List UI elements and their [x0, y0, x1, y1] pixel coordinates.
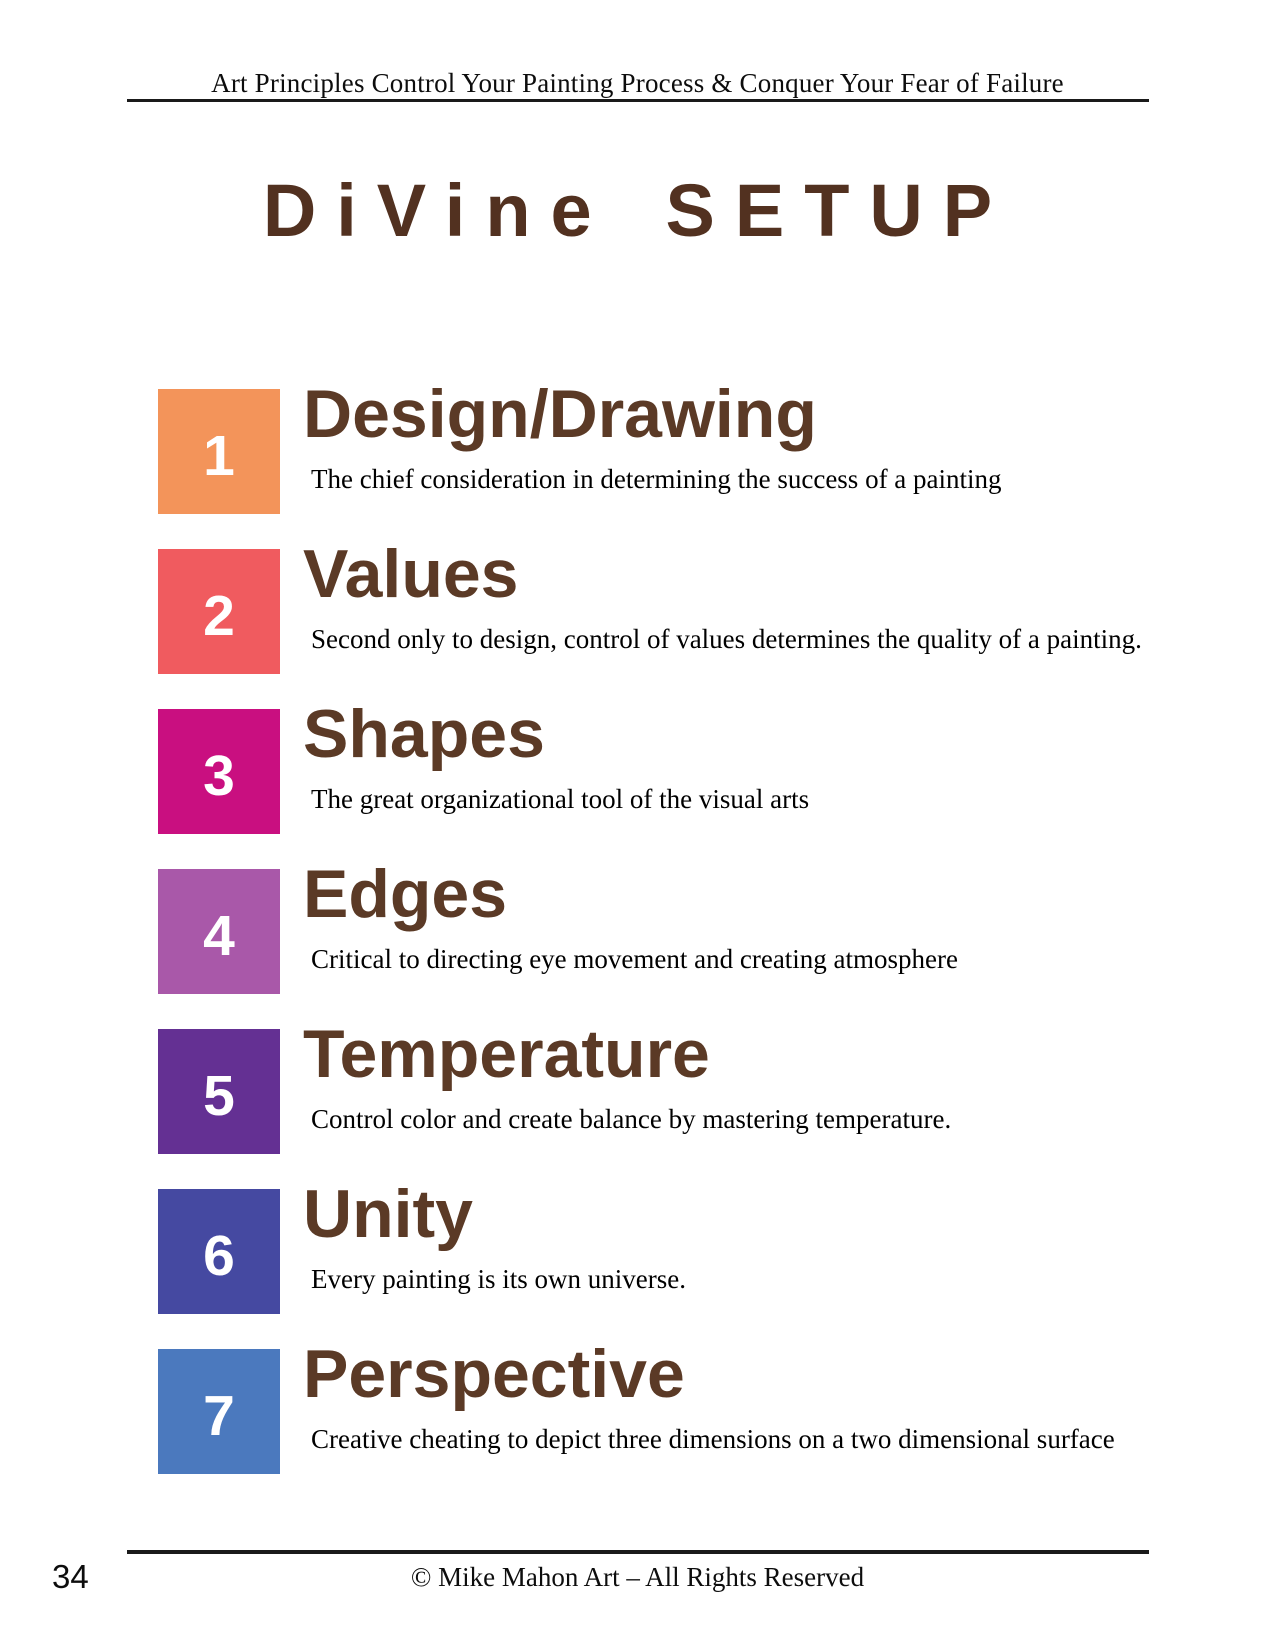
principle-text — [303, 697, 809, 834]
principle-item-unity — [158, 1176, 1158, 1314]
number-badge-6 — [158, 1189, 280, 1314]
page-number: 34 — [52, 1558, 89, 1595]
badge-number: 3 — [203, 743, 235, 808]
principle-description: Second only to design, control of values determines the quality of a painting. — [311, 624, 1142, 654]
page-title: DiVine SETUP — [262, 169, 1013, 252]
principle-text — [303, 377, 1002, 514]
number-badge-1 — [158, 389, 280, 514]
principle-title: Shapes — [303, 696, 545, 772]
principle-item-shapes — [158, 696, 1158, 834]
principle-text — [303, 1337, 1115, 1474]
principle-item-perspective — [158, 1336, 1158, 1474]
principle-title: Temperature — [303, 1016, 710, 1092]
principle-description: Every painting is its own universe. — [311, 1264, 686, 1294]
principle-title: Perspective — [303, 1336, 685, 1412]
badge-number: 7 — [203, 1383, 235, 1448]
principle-title: Values — [303, 536, 519, 612]
principle-item-edges — [158, 856, 1158, 994]
number-badge-2 — [158, 549, 280, 674]
principle-item-values — [158, 536, 1158, 674]
principle-description: The great organizational tool of the visual arts — [311, 784, 810, 814]
principle-title: Edges — [303, 856, 508, 932]
badge-number: 2 — [203, 583, 235, 648]
principle-item-temperature — [158, 1016, 1158, 1154]
badge-number: 1 — [203, 423, 235, 488]
principle-description: Control color and create balance by mastering temperature. — [311, 1104, 952, 1134]
number-badge-4 — [158, 869, 280, 994]
badge-number: 4 — [203, 903, 235, 968]
principle-description: Creative cheating to depict three dimensions on a two dimensional surface — [311, 1424, 1115, 1454]
principle-text — [303, 537, 1142, 674]
footer-rule — [127, 1550, 1149, 1554]
principle-description: The chief consideration in determining the success of a painting — [311, 464, 1002, 494]
badge-number: 5 — [203, 1063, 235, 1128]
header-rule — [127, 99, 1149, 102]
number-badge-5 — [158, 1029, 280, 1154]
principle-text — [303, 1017, 951, 1154]
principle-title: Unity — [303, 1176, 473, 1252]
principle-text — [303, 857, 958, 994]
running-header: Art Principles Control Your Painting Process & Conquer Your Fear of Failure — [211, 68, 1064, 98]
principle-title: Design/Drawing — [303, 376, 817, 452]
principles-list — [158, 376, 1158, 1509]
principle-description: Critical to directing eye movement and creating atmosphere — [311, 944, 959, 974]
principle-text — [303, 1177, 686, 1314]
badge-number: 6 — [203, 1223, 235, 1288]
principle-item-design — [158, 376, 1158, 514]
copyright-text: © Mike Mahon Art – All Rights Reserved — [410, 1562, 865, 1592]
number-badge-7 — [158, 1349, 280, 1474]
number-badge-3 — [158, 709, 280, 834]
